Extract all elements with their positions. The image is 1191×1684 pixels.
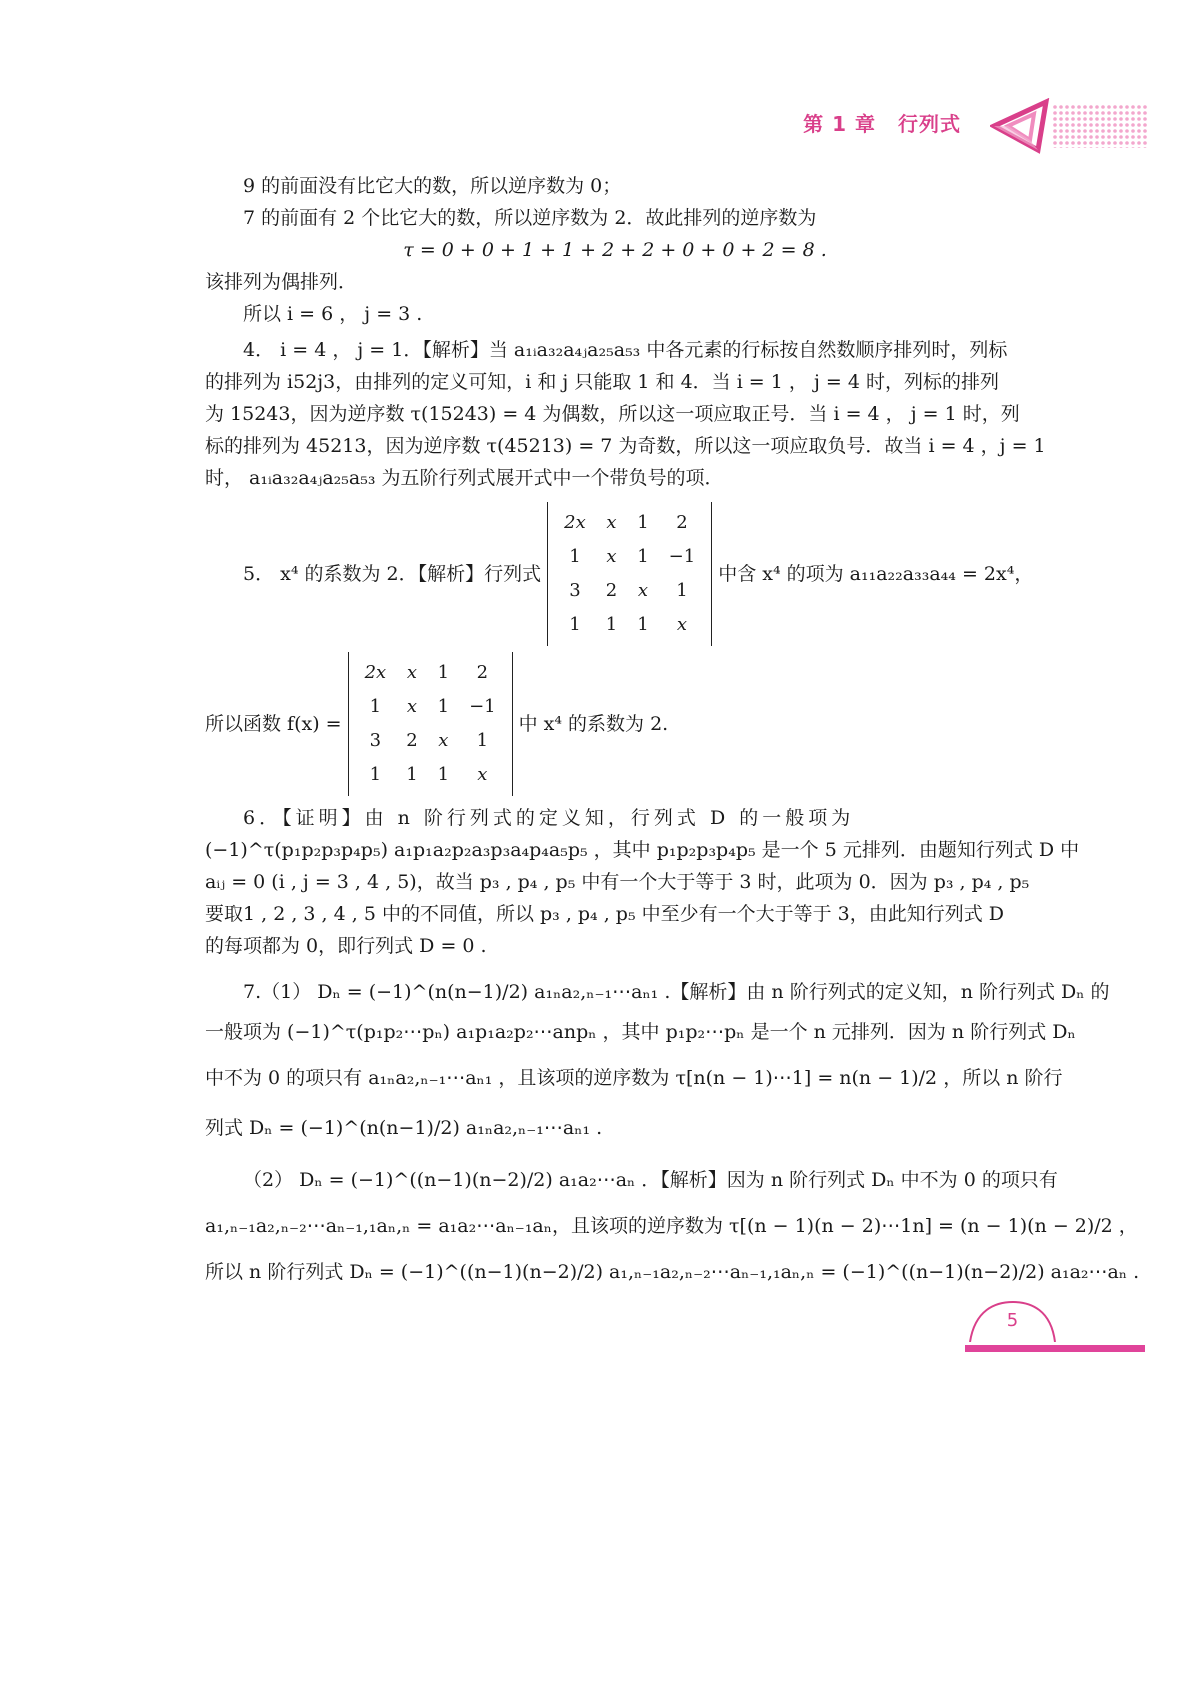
q7-line: a₁,ₙ₋₁a₂,ₙ₋₂⋯aₙ₋₁,₁aₙ,ₙ = a₁a₂⋯aₙ₋₁aₙ，且该项的逆序数为 τ[(n − 1)(n − 2)⋯1n] = (n − 1)(n − 2)/2 ， <box>205 1215 1138 1237</box>
det-cell: 1 <box>605 614 618 635</box>
det-cell: x <box>477 764 488 785</box>
page-body <box>205 170 1140 1288</box>
det-cell: −1 <box>469 696 496 717</box>
determinant-matrix <box>348 652 513 796</box>
q7-line: 一般项为 (−1)^τ(p₁p₂⋯pₙ) a₁p₁a₂p₂⋯anpₙ ，其中 p₁p₂⋯pₙ 是一个 n 元排列．因为 n 阶行列式 Dₙ <box>205 1021 1076 1043</box>
det-cell: 1 <box>369 696 382 717</box>
det-cell: 1 <box>676 580 688 601</box>
det-cell: 1 <box>637 614 649 635</box>
determinant-table <box>355 656 506 792</box>
det-cell: x <box>606 546 617 567</box>
page-number: 5 <box>1006 1310 1019 1331</box>
det-cell: 1 <box>437 662 450 683</box>
det-cell: 2x <box>364 662 387 683</box>
det-cell: 1 <box>569 546 581 567</box>
det-cell: x <box>676 614 687 635</box>
q4-line: 的排列为 i52j3，由排列的定义可知，i 和 j 只能取 1 和 4．当 i = 1 ， j = 4 时，列标的排列 <box>205 371 999 393</box>
q7-line: 7.（1） Dₙ = (−1)^(n(n−1)/2) a₁ₙa₂,ₙ₋₁⋯aₙ₁ .【解析】由 n 阶行列式的定义知，n 阶行列式 Dₙ 的 <box>243 981 1110 1003</box>
det-cell: 2x <box>564 512 586 533</box>
text-line: 7 的前面有 2 个比它大的数，所以逆序数为 2．故此排列的逆序数为 <box>243 207 817 229</box>
det-cell: 1 <box>569 614 581 635</box>
triangle-logo-icon <box>990 98 1050 154</box>
det-cell: 2 <box>406 730 418 751</box>
q6-line: (−1)^τ(p₁p₂p₃p₄p₅) a₁p₁a₂p₂a₃p₃a₄p₄a₅p₅ ，其中 p₁p₂p₃p₄p₅ 是一个 5 元排列．由题知行列式 D 中 <box>205 839 1080 861</box>
det-cell: 3 <box>569 580 581 601</box>
q7-line: （2） Dₙ = (−1)^((n−1)(n−2)/2) a₁a₂⋯aₙ ．【解析】因为 n 阶行列式 Dₙ 中不为 0 的项只有 <box>243 1169 1058 1191</box>
q5b-row <box>205 652 1025 796</box>
q6-line: 的每项都为 0，即行列式 D = 0 . <box>205 935 487 957</box>
dot-pattern-icon <box>1052 104 1147 148</box>
det-cell: x <box>406 662 417 683</box>
chapter-number: 第 1 章 <box>803 112 876 136</box>
det-cell: 1 <box>406 764 418 785</box>
det-cell: 2 <box>676 512 688 533</box>
text-line: 9 的前面没有比它大的数，所以逆序数为 0； <box>243 175 622 197</box>
q5b-prefix: 所以函数 f(x) = <box>205 713 342 735</box>
q4-line: 时， a₁ᵢa₃₂a₄ⱼa₂₅a₅₃ 为五阶行列式展开式中一个带负号的项． <box>205 467 724 489</box>
chapter-heading <box>803 108 961 137</box>
det-cell: 1 <box>637 512 649 533</box>
text-line: 所以 i = 6 ， j = 3 . <box>243 303 423 325</box>
q5-row <box>205 502 1034 646</box>
q6-line: 要取1 , 2 , 3 , 4 , 5 中的不同值，所以 p₃ , p₄ , p₅ 中至少有一个大于等于 3，由此知行列式 D <box>205 903 1005 925</box>
determinant-table <box>554 506 705 642</box>
det-cell: 1 <box>476 730 489 751</box>
q4-line: 为 15243，因为逆序数 τ(15243) = 4 为偶数，所以这一项应取正号．当 i = 4 ， j = 1 时，列 <box>205 403 1020 425</box>
det-cell: x <box>606 512 617 533</box>
q5-prefix: 5． x⁴ 的系数为 2．【解析】行列式 <box>243 563 542 585</box>
q5b-suffix: 中 x⁴ 的系数为 2. <box>518 713 669 735</box>
det-cell: x <box>637 580 648 601</box>
q4-line: 4． i = 4 ， j = 1．【解析】当 a₁ᵢa₃₂a₄ⱼa₂₅a₅₃ 中各元素的行标按自然数顺序排列时，列标 <box>243 339 1008 361</box>
det-cell: x <box>438 730 449 751</box>
det-cell: 1 <box>437 696 450 717</box>
page-header <box>0 98 1191 158</box>
det-cell: 1 <box>637 546 649 567</box>
q7-line: 所以 n 阶行列式 Dₙ = (−1)^((n−1)(n−2)/2) a₁,ₙ₋₁a₂,ₙ₋₂⋯aₙ₋₁,₁aₙ,ₙ = (−1)^((n−1)(n−2)/2) a₁a₂⋯aₙ . <box>205 1261 1140 1283</box>
text-line: 该排列为偶排列． <box>205 271 358 293</box>
page-footer-bar <box>965 1345 1145 1352</box>
det-cell: 2 <box>476 662 489 683</box>
q6-line: aᵢⱼ = 0 (i , j = 3 , 4 , 5)，故当 p₃ , p₄ , p₅ 中有一个大于等于 3 时，此项为 0．因为 p₃ , p₄ , p₅ <box>205 871 1030 893</box>
det-cell: 2 <box>605 580 618 601</box>
q4-line: 标的排列为 45213，因为逆序数 τ(45213) = 7 为奇数，所以这一项应取负号．故当 i = 4 ，j = 1 <box>205 435 1046 457</box>
det-cell: x <box>406 696 417 717</box>
det-cell: 3 <box>369 730 382 751</box>
det-cell: −1 <box>668 546 696 567</box>
determinant-matrix <box>547 502 712 646</box>
q5-suffix: 中含 x⁴ 的项为 a₁₁a₂₂a₃₃a₄₄ = 2x⁴， <box>718 563 1034 585</box>
det-cell: 1 <box>369 764 382 785</box>
q7-line: 中不为 0 的项只有 a₁ₙa₂,ₙ₋₁⋯aₙ₁ ，且该项的逆序数为 τ[n(n − 1)⋯1] = n(n − 1)/2 ，所以 n 阶行 <box>205 1067 1063 1089</box>
equation-tau: τ = 0 + 0 + 1 + 1 + 2 + 2 + 0 + 0 + 2 = 8 . <box>403 239 827 261</box>
q7-line: 列式 Dₙ = (−1)^(n(n−1)/2) a₁ₙa₂,ₙ₋₁⋯aₙ₁ . <box>205 1117 603 1139</box>
chapter-title: 行列式 <box>898 112 961 136</box>
det-cell: 1 <box>437 764 450 785</box>
q6-line: 6．【证明】由 n 阶行列式的定义知，行列式 D 的一般项为 <box>243 807 855 829</box>
